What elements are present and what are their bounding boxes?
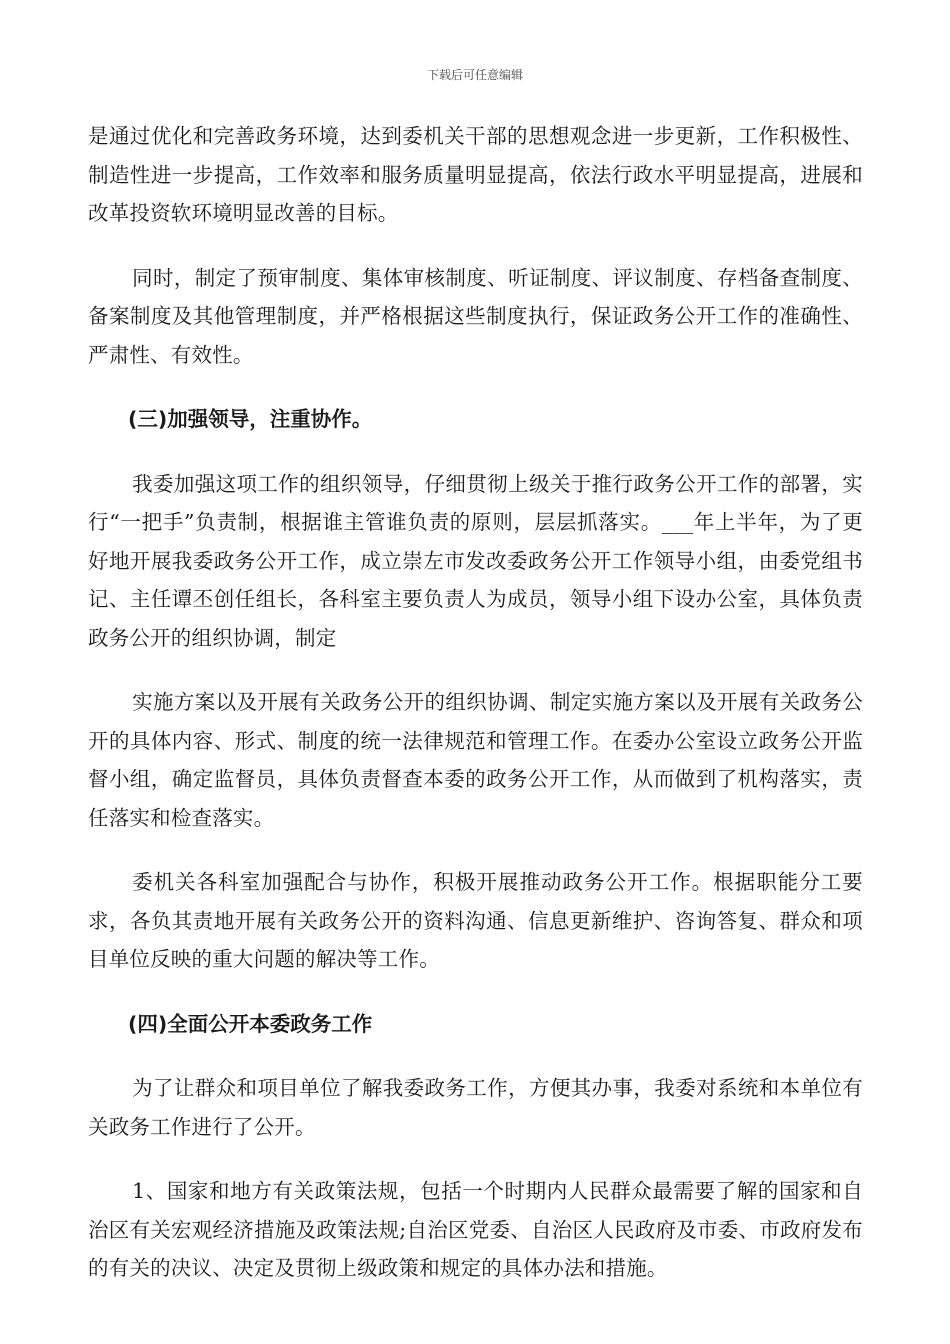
paragraph: 为了让群众和项目单位了解我委政务工作，方便其办事，我委对系统和本单位有关政务工作进行了公开。 (88, 1076, 863, 1139)
page-header: 下载后可任意编辑 (426, 68, 523, 82)
paragraph: 实施方案以及开展有关政务公开的组织协调、制定实施方案以及开展有关政务公开的具体内容、形式、制度的统一法律规范和管理工作。在委办公室设立政务公开监督小组，确定监督员，具体负责督查本委的政务公开工作，从而做到了机构落实，责任落实和检查落实。 (88, 690, 863, 830)
paragraph: 同时，制定了预审制度、集体审核制度、听证制度、评议制度、存档备查制度、备案制度及其他管理制度，并严格根据这些制度执行，保证政务公开工作的准确性、严肃性、有效性。 (88, 265, 863, 367)
section-heading: (四)全面公开本委政务工作 (128, 1011, 373, 1036)
paragraph: 1、国家和地方有关政策法规，包括一个时期内人民群众最需要了解的国家和自治区有关宏观经济措施及政策法规;自治区党委、自治区人民政府及市委、市政府发布的有关的决议、决定及贯彻上级政策和规定的具体办法和措施。 (88, 1179, 863, 1280)
paragraph: 我委加强这项工作的组织领导，仔细贯彻上级关于推行政务公开工作的部署，实行“一把手”负责制，根据谁主管谁负责的原则，层层抓落实。___年上半年，为了更好地开展我委政务公开工作，成立崇左市发改委政务公开工作领导小组，由委党组书记、主任谭丕创任组长，各科室主要负责人为成员，领导小组下设办公室，具体负责政务公开的组织协调，制定 (88, 471, 863, 650)
section-heading: (三)加强领导，注重协作。 (128, 407, 373, 431)
paragraph: 是通过优化和完善政务环境，达到委机关干部的思想观念进一步更新，工作积极性、制造性进一步提高，工作效率和服务质量明显提高，依法行政水平明显提高，进展和改革投资软环境明显改善的目标。 (88, 124, 863, 225)
document-body (88, 117, 863, 1314)
paragraph: 委机关各科室加强配合与协作，积极开展推动政务公开工作。根据职能分工要求，各负其责地开展有关政务公开的资料沟通、信息更新维护、咨询答复、群众和项目单位反映的重大问题的解决等工作。 (88, 870, 863, 971)
